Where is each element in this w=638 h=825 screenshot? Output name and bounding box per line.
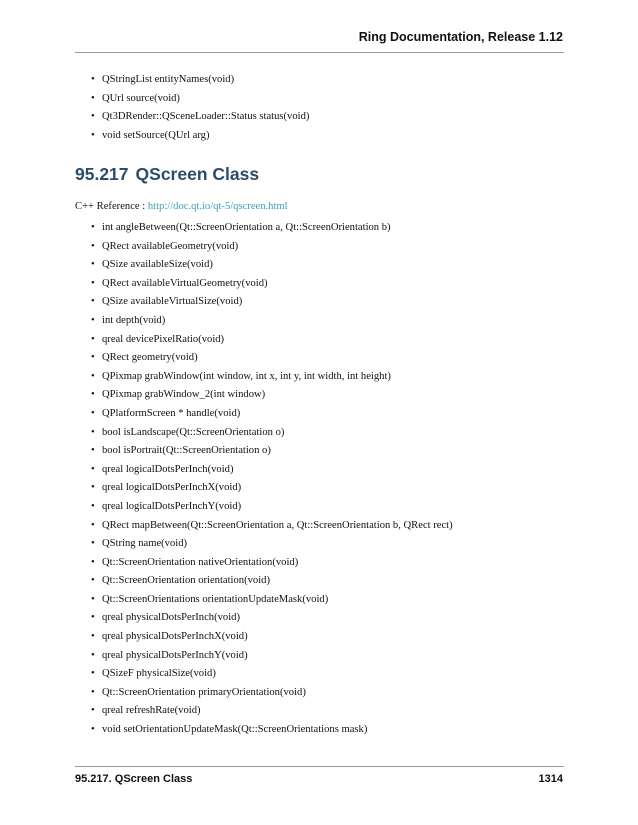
method-signature: qreal devicePixelRatio(void) (102, 333, 225, 345)
method-signature: QStringList entityNames(void) (102, 74, 235, 85)
section-number: 95.217 (75, 164, 129, 184)
list-item (91, 442, 453, 461)
method-signature: qreal physicalDotsPerInchY(void) (102, 649, 248, 661)
list-item (91, 90, 309, 109)
method-signature: QRect availableVirtualGeometry(void) (102, 277, 268, 289)
method-signature: QUrl source(void) (102, 92, 180, 104)
list-item (91, 554, 453, 573)
list-item (91, 349, 453, 368)
bullet-icon: • (91, 686, 95, 698)
method-signature: QPixmap grabWindow(int window, int x, int y, int width, int height) (102, 370, 391, 382)
method-signature: int depth(void) (102, 314, 166, 326)
footer-section: 95.217. QScreen Class (75, 773, 193, 785)
bullet-icon: • (91, 277, 95, 289)
bullet-icon: • (91, 445, 95, 457)
bullet-icon: • (91, 724, 95, 736)
bullet-icon: • (91, 500, 95, 512)
list-item (91, 609, 453, 628)
bullet-icon: • (91, 111, 95, 123)
list-item (91, 647, 453, 666)
bullet-icon: • (91, 74, 95, 85)
method-signature: int angleBetween(Qt::ScreenOrientation a, Qt::ScreenOrientation b) (102, 222, 391, 233)
list-item (91, 498, 453, 517)
bullet-icon: • (91, 612, 95, 624)
bullet-icon: • (91, 593, 95, 605)
list-item (91, 424, 453, 443)
list-item (91, 721, 453, 740)
method-signature: Qt3DRender::QSceneLoader::Status status(void) (102, 111, 310, 123)
reference-label: C++ Reference : (75, 201, 148, 212)
method-signature: QPlatformScreen * handle(void) (102, 407, 241, 419)
bullet-icon: • (91, 631, 95, 643)
list-item (91, 312, 453, 331)
bullet-icon: • (91, 259, 95, 271)
bullet-icon: • (91, 92, 95, 104)
list-item (91, 628, 453, 647)
list-item (91, 108, 309, 127)
list-item (91, 256, 453, 275)
list-item (91, 665, 453, 684)
list-item (91, 535, 453, 554)
list-item (91, 293, 453, 312)
list-item (91, 479, 453, 498)
list-item (91, 127, 309, 146)
method-signature: QSize availableVirtualSize(void) (102, 296, 243, 308)
previous-method-list (91, 71, 309, 145)
method-signature: Qt::ScreenOrientations orientationUpdateMask(void) (102, 593, 329, 605)
bullet-icon: • (91, 705, 95, 717)
bullet-icon: • (91, 129, 95, 141)
method-signature: qreal refreshRate(void) (102, 705, 201, 717)
method-signature: qreal physicalDotsPerInchX(void) (102, 631, 248, 643)
method-signature: QRect geometry(void) (102, 352, 198, 364)
header-divider (75, 52, 564, 53)
list-item (91, 386, 453, 405)
bullet-icon: • (91, 575, 95, 587)
bullet-icon: • (91, 407, 95, 419)
list-item (91, 219, 453, 238)
method-signature: Qt::ScreenOrientation primaryOrientation(void) (102, 686, 306, 698)
list-item (91, 517, 453, 536)
method-signature: QSize availableSize(void) (102, 259, 213, 271)
list-item (91, 275, 453, 294)
method-signature: void setSource(QUrl arg) (102, 129, 210, 141)
bullet-icon: • (91, 556, 95, 568)
list-item (91, 331, 453, 350)
bullet-icon: • (91, 314, 95, 326)
bullet-icon: • (91, 426, 95, 438)
method-signature: qreal logicalDotsPerInchX(void) (102, 482, 242, 494)
method-signature: QRect mapBetween(Qt::ScreenOrientation a, Qt::ScreenOrientation b, QRect rect) (102, 519, 453, 531)
bullet-icon: • (91, 668, 95, 680)
bullet-icon: • (91, 538, 95, 550)
list-item (91, 71, 309, 90)
method-signature: QRect availableGeometry(void) (102, 240, 239, 252)
method-signature: void setOrientationUpdateMask(Qt::ScreenOrientations mask) (102, 724, 368, 736)
list-item (91, 684, 453, 703)
section-title: QScreen Class (135, 164, 260, 184)
method-signature: QSizeF physicalSize(void) (102, 668, 216, 680)
section-heading (75, 164, 259, 185)
method-signature: bool isLandscape(Qt::ScreenOrientation o) (102, 426, 285, 438)
list-item (91, 238, 453, 257)
method-signature: Qt::ScreenOrientation nativeOrientation(void) (102, 556, 299, 568)
method-signature: bool isPortrait(Qt::ScreenOrientation o) (102, 445, 271, 457)
list-item (91, 461, 453, 480)
method-signature: qreal logicalDotsPerInchY(void) (102, 500, 242, 512)
bullet-icon: • (91, 352, 95, 364)
method-list (91, 219, 453, 740)
list-item (91, 368, 453, 387)
page-number: 1314 (538, 773, 563, 785)
list-item (91, 405, 453, 424)
method-signature: qreal logicalDotsPerInch(void) (102, 463, 234, 475)
bullet-icon: • (91, 240, 95, 252)
method-signature: qreal physicalDotsPerInch(void) (102, 612, 240, 624)
bullet-icon: • (91, 222, 95, 233)
header-title: Ring Documentation, Release 1.12 (358, 30, 563, 44)
footer-divider (75, 766, 564, 767)
reference-link[interactable]: http://doc.qt.io/qt-5/qscreen.html (147, 201, 288, 212)
bullet-icon: • (91, 519, 95, 531)
bullet-icon: • (91, 463, 95, 475)
method-signature: QString name(void) (102, 538, 188, 550)
bullet-icon: • (91, 389, 95, 401)
list-item (91, 591, 453, 610)
method-signature: QPixmap grabWindow_2(int window) (102, 389, 266, 401)
bullet-icon: • (91, 649, 95, 661)
bullet-icon: • (91, 482, 95, 494)
cpp-reference (75, 201, 288, 212)
list-item (91, 702, 453, 721)
list-item (91, 572, 453, 591)
bullet-icon: • (91, 333, 95, 345)
bullet-icon: • (91, 296, 95, 308)
bullet-icon: • (91, 370, 95, 382)
method-signature: Qt::ScreenOrientation orientation(void) (102, 575, 270, 587)
